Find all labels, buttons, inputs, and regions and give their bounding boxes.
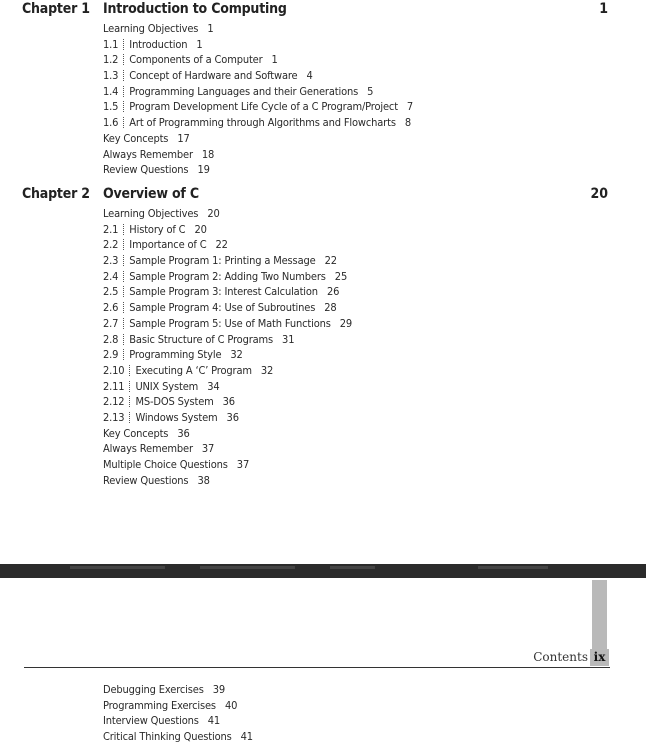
chapter-page-number: 1 (599, 1, 608, 17)
entry-title: Art of Programming through Algorithms and Flowcharts (129, 116, 396, 130)
entry-page-number: 37 (236, 458, 250, 471)
entry-page-number: 29 (339, 316, 353, 330)
entry-title: Learning Objectives (103, 207, 199, 220)
entry-title: Multiple Choice Questions (103, 458, 228, 471)
entry-page-number: 19 (197, 163, 210, 177)
toc-entry (103, 363, 352, 379)
section-number: 1.2 (103, 53, 119, 67)
entry-page-number: 41 (240, 730, 253, 744)
entry-title: Always Remember (103, 147, 193, 161)
dotted-separator (123, 101, 124, 112)
entry-page-number: 31 (282, 332, 295, 346)
header-rule (24, 667, 610, 668)
entry-title: Interview Questions (103, 714, 199, 728)
section-number: 2.8 (103, 332, 119, 346)
dotted-separator (123, 39, 124, 50)
toc-entry (103, 394, 352, 410)
chapter-page-number: 20 (590, 186, 608, 202)
toc-entry (103, 68, 413, 84)
toc-entry (103, 253, 352, 269)
entry-page-number: 18 (201, 147, 215, 161)
toc-entry (103, 379, 352, 395)
dotted-separator (123, 224, 124, 235)
entry-title: Introduction (129, 37, 188, 51)
toc-entry (103, 410, 352, 426)
running-head: Contents (533, 650, 588, 664)
chapter-title: Introduction to Computing (103, 1, 287, 17)
section-number: 1.3 (103, 69, 119, 83)
entry-title: Sample Program 2: Adding Two Numbers (129, 269, 326, 283)
toc-entry (103, 84, 413, 100)
toc-entry (103, 347, 352, 363)
entry-title: Programming Exercises (103, 698, 216, 712)
dotted-separator (123, 286, 124, 297)
dotted-separator (129, 365, 130, 376)
toc-entry (103, 237, 352, 253)
entry-title: MS-DOS System (135, 395, 214, 409)
section-number: 2.12 (103, 395, 125, 409)
toc-entry (103, 52, 413, 68)
entry-title: Sample Program 3: Interest Calculation (129, 285, 318, 299)
toc-entry (103, 147, 413, 163)
toc-entry (103, 206, 352, 222)
entry-page-number: 22 (215, 238, 228, 252)
entry-page-number: 1 (207, 22, 214, 35)
dotted-separator (123, 117, 124, 128)
toc-entry (103, 729, 253, 745)
entry-page-number: 1 (271, 53, 278, 67)
toc-entry (103, 99, 413, 115)
dotted-separator (123, 70, 124, 81)
dotted-separator (123, 86, 124, 97)
entry-title: Components of a Computer (129, 53, 263, 67)
toc-entry (103, 37, 413, 53)
entry-title: Key Concepts (103, 131, 169, 145)
section-number: 1.5 (103, 100, 119, 114)
dotted-separator (123, 318, 124, 329)
entry-page-number: 41 (207, 714, 221, 728)
entry-title: Sample Program 5: Use of Math Functions (129, 316, 331, 330)
entry-title: Learning Objectives (103, 22, 199, 35)
chapter-2-entries (103, 206, 352, 488)
entry-page-number: 32 (230, 348, 243, 362)
page-break-band (0, 564, 646, 578)
toc-entry (103, 426, 352, 442)
section-number: 2.13 (103, 410, 125, 424)
section-number: 2.3 (103, 254, 119, 268)
toc-entry (103, 115, 413, 131)
section-number: 2.9 (103, 348, 119, 362)
entry-page-number: 1 (196, 37, 203, 51)
entry-page-number: 36 (226, 410, 239, 424)
entry-title: Concept of Hardware and Software (129, 69, 298, 83)
entry-page-number: 22 (324, 254, 337, 268)
entry-page-number: 17 (177, 131, 190, 145)
dotted-separator (123, 255, 124, 266)
entry-page-number: 5 (367, 84, 374, 98)
entry-page-number: 28 (324, 301, 337, 315)
entry-page-number: 36 (222, 395, 235, 409)
dotted-separator (123, 302, 124, 313)
entry-title: Program Development Life Cycle of a C Program/Project (129, 100, 398, 114)
dotted-separator (123, 334, 124, 345)
toc-entry (103, 269, 352, 285)
entry-title: History of C (129, 222, 186, 236)
thumb-tab (592, 580, 607, 653)
dotted-separator (123, 349, 124, 360)
chapter-title: Overview of C (103, 186, 199, 202)
entry-page-number: 36 (177, 426, 190, 440)
toc-entry (103, 457, 352, 473)
entry-page-number: 38 (197, 473, 210, 487)
chapter-label: Chapter 1 (22, 1, 90, 17)
chapter-label: Chapter 2 (22, 186, 90, 202)
section-number: 2.7 (103, 316, 119, 330)
toc-entry (103, 682, 253, 698)
entry-page-number: 25 (334, 269, 348, 283)
entry-page-number: 40 (224, 698, 238, 712)
entry-title: Programming Languages and their Generations (129, 84, 359, 98)
entry-title: Programming Style (129, 348, 222, 362)
toc-entry (103, 316, 352, 332)
toc-entry (103, 284, 352, 300)
toc-entry (103, 441, 352, 457)
section-number: 2.4 (103, 269, 119, 283)
toc-entry (103, 332, 352, 348)
entry-title: Sample Program 1: Printing a Message (129, 254, 316, 268)
folio-page-number: ix (590, 649, 609, 666)
toc-entry (103, 162, 413, 178)
entry-page-number: 7 (406, 100, 414, 114)
entry-title: Basic Structure of C Programs (129, 332, 274, 346)
dotted-separator (129, 396, 130, 407)
section-number: 2.1 (103, 222, 119, 236)
entry-page-number: 37 (201, 442, 215, 456)
entry-page-number: 8 (404, 116, 411, 130)
section-number: 2.6 (103, 301, 119, 315)
dotted-separator (123, 271, 124, 282)
chapter-1-entries (103, 21, 413, 178)
section-number: 1.6 (103, 116, 119, 130)
section-number: 1.1 (103, 37, 119, 51)
toc-entry (103, 300, 352, 316)
entry-page-number: 34 (207, 379, 220, 393)
entry-title: Debugging Exercises (103, 683, 204, 696)
entry-title: UNIX System (135, 379, 199, 393)
entry-page-number: 26 (326, 285, 340, 299)
entry-page-number: 20 (194, 222, 207, 236)
entry-title: Review Questions (103, 473, 189, 487)
toc-entry (103, 473, 352, 489)
toc-entry (103, 698, 253, 714)
section-number: 2.5 (103, 285, 119, 299)
entry-page-number: 32 (260, 363, 274, 377)
entry-title: Executing A ‘C’ Program (135, 363, 252, 377)
entry-page-number: 39 (212, 683, 226, 696)
section-number: 2.2 (103, 238, 119, 252)
section-number: 1.4 (103, 84, 119, 98)
toc-entry (103, 21, 413, 37)
entry-title: Key Concepts (103, 426, 169, 440)
entry-title: Windows System (135, 410, 218, 424)
entry-title: Review Questions (103, 163, 189, 177)
entry-title: Importance of C (129, 238, 207, 252)
toc-entry (103, 131, 413, 147)
entry-page-number: 4 (306, 69, 313, 83)
dotted-separator (129, 381, 130, 392)
section-number: 2.10 (103, 363, 125, 377)
toc-entry (103, 222, 352, 238)
entry-title: Sample Program 4: Use of Subroutines (129, 301, 316, 315)
entry-page-number: 20 (207, 207, 220, 220)
dotted-separator (129, 412, 130, 423)
toc-entry (103, 713, 253, 729)
entry-title: Critical Thinking Questions (103, 730, 232, 744)
dotted-separator (123, 239, 124, 250)
dotted-separator (123, 54, 124, 65)
section-number: 2.11 (103, 379, 125, 393)
entry-title: Always Remember (103, 442, 193, 456)
continued-entries (103, 682, 253, 745)
